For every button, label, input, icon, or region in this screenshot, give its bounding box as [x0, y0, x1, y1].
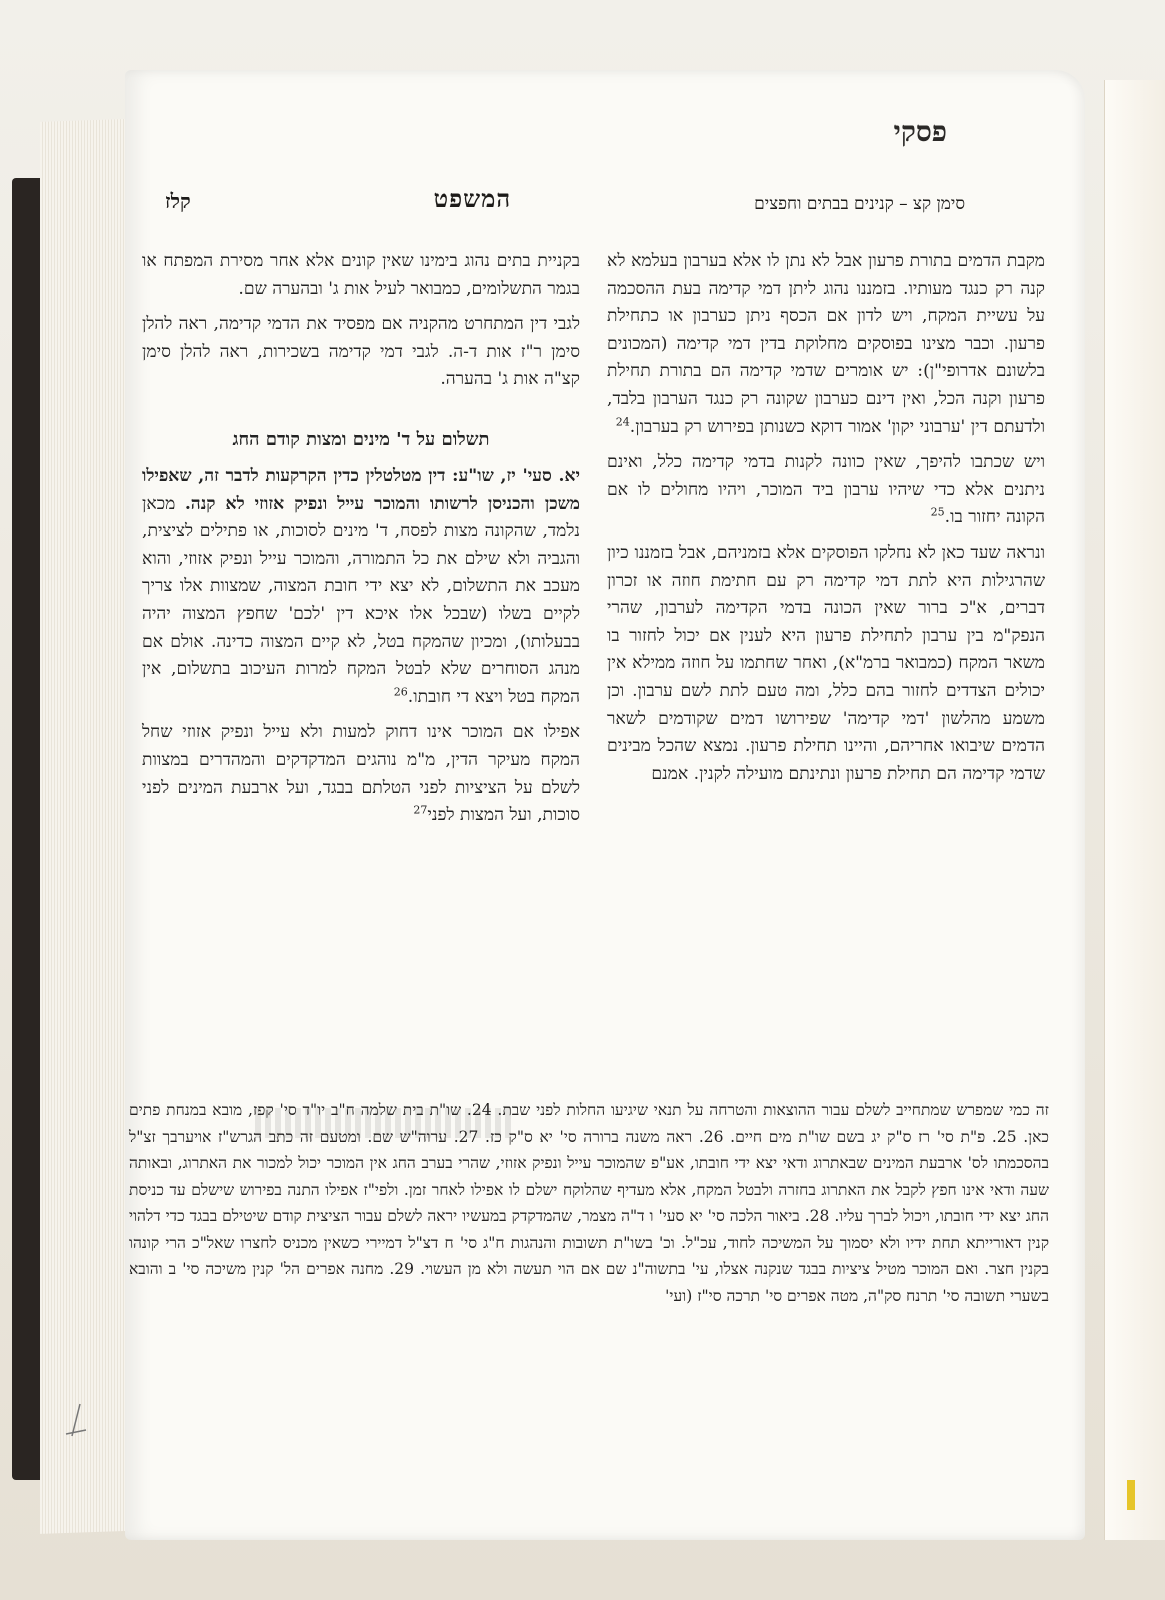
- ruling-quote: יא. סעי' יז, שו"ע: דין מטלטלין כדין הקרקעות לדבר זה, שאפילו משכן והכניסן לרשותו והמוכר עייל ונפיק אזוזי לא קנה.: [142, 465, 580, 514]
- left-paragraph-4: [142, 719, 580, 829]
- right-paragraph-2-text: ויש שכתבו להיפך, שאין כוונה לקנות בדמי קדימה כלל, ואינם ניתנים אלא כדי שיהיו ערבון ביד המוכר, ויהיו מחולים לו אם הקונה יחזור בו.: [607, 452, 1045, 528]
- left-paragraph-4-text: אפילו אם המוכר אינו דחוק למעות ולא עייל ונפיק אזוזי שחל המקח מעיקר הדין, מ"מ נוהגים המדקדקים והמהדרים במצוות לשלם על הציציות לפני הטלתם בבגד, ועל ארבעת המינים לפני סוכות, ועל המצות לפני: [142, 722, 580, 826]
- section-heading: תשלום על ד' מינים ומצות קודם החג: [232, 428, 490, 450]
- bookmark-ribbon-bottom: [1127, 1480, 1135, 1510]
- left-paragraph-1: בקניית בתים נהוג בימינו שאין קונים אלא אחר מסירת המפתח או בגמר התשלומים, כמבואר לעיל אות ג' ובהערה שם.: [142, 251, 580, 299]
- left-paragraph-3-text: מכאן נלמד, שהקונה מצות לפסח, ד' מינים לסוכות, או פתילים לציצית, והגביה ולא שילם את כל התמורה, והמוכר עייל ונפיק אזוזי, והוא מעכב את התשלום, לא יצא ידי חובת המצוה, שמצוות אלו צריך לקיים בשלו (שבכל אלו איכא דין 'לכם' שחפץ המצוה יהיה בבעלותו), ומכיון שהמקח בטל, לא קיים המצוה כדינה. אולם אם מנהג הסוחרים שלא לבטל המקח למרות העיכוב בתשלום, אין המקח בטל ויצא די חובתו.: [142, 493, 580, 707]
- running-head-title: המשפט: [433, 184, 512, 213]
- running-head: [165, 174, 965, 214]
- facing-page-edge: [1104, 80, 1165, 1540]
- note-ref-25: 25: [930, 505, 945, 519]
- footnotes-block: זה כמי שמפרש שמתחייב לשלם עבור ההוצאות והטרחה על תנאי שיגיעו החלות לפני שבת. 24. שו"ת בית שלמה ח"ב יו"ד סי' קפז, מובא במנחת פתים כאן. 25. פ"ת סי' רז ס"ק יג בשם שו"ת מים חיים. 26. ראה משנה ברורה סי' יא ס"ק כז. 27. ערוה"ש שם. ומטעם זה כתב הגרש"ז אויערבך זצ"ל בהסכמתו לס' ארבעת המינים שבאתרוג ודאי יצא ידי חובתו, אע"פ שהמוכר עייל ונפיק אזוזי, שהרי בערב החג אין המוכר יכול למכור את האתרוג, ובאותה שעה ודאי אינו חפץ לקבל את האתרוג בחזרה ולבטל המקח, אלא מעדיף שהלוקח ישלם לו אפילו לאחר זמן. ולפי"ז אפילו התנה בפירוש שישלם עד כניסת החג יצא ידי חובתו, ויכול לברך עליו. 28. ביאור הלכה סי' יא סעי' ו ד"ה מצמר, שהמדקדק במעשיו יראה לשלם עבור הציצית קודם שיטילם בבגד כדי דלהוי קנין דאורייתא תחת ידיו ולא יסמוך על המשיכה לחוד, עכ"ל. וכ' בשו"ת תשובות והנהגות ח"ג סי' ח דצ"ל דמיירי כשאין מכניס לחצרו שאל"כ הרי קונהו בקנין חצר. ואם המוכר מטיל ציציות בבגד שנקנה אצלו, עי' בתשוה"נ שם אם הוי תעשה ולא מן העשוי. 29. מחנה אפרים הל' קנין משיכה סי' ב והובא בשערי תשובה סי' תרנח סק"ה, מטה אפרים סי' תרכה סי"ז (ועי': [129, 1101, 1050, 1305]
- left-text-column: [142, 248, 580, 838]
- corner-running-word: פסקי: [893, 115, 947, 148]
- right-paragraph-3: ונראה שעד כאן לא נחלקו הפוסקים אלא בזמניהם, אבל בזמננו כיון שהרגילות היא לתת דמי קדימה רק עם חתימת חוזה או זכרון דברים, א"כ ברור שאין הכונה בדמי הקדימה לערבון, שהרי הנפק"מ בין ערבון לתחילת פרעון היא לענין אם יכול לחזור בו משאר המקח (כמבואר ברמ"א), ואחר שחתמו על חוזה ממילא אין יכולים הצדדים לחזור בהם כלל, ומה טעם לתת לשם ערבון. וכן משמע מהלשון 'דמי קדימה' שפירושו דמים שקודמים לשאר הדמים שיבואו אחריהם, והיינו תחילת פרעון. נמצא שהכל מבינים שדמי קדימה הם תחילת פרעון ונתינתם מועילה לקנין. אמנם: [607, 542, 1045, 784]
- page-number: קלז: [165, 189, 191, 213]
- book-page: [125, 70, 1085, 1540]
- note-ref-24: 24: [615, 414, 630, 428]
- left-paragraph-3: [142, 463, 580, 711]
- right-text-column: [607, 248, 1045, 796]
- pencil-mark-icon: [60, 1400, 90, 1440]
- note-ref-27: 27: [413, 803, 428, 817]
- note-ref-26: 26: [393, 684, 408, 698]
- running-head-chapter: סימן קצ – קנינים בבתים וחפצים: [754, 194, 965, 214]
- right-paragraph-2: [607, 449, 1045, 532]
- left-paragraph-2: לגבי דין המתחרט מהקניה אם מפסיד את הדמי קדימה, ראה להלן סימן ר"ז אות ד-ה. לגבי דמי קדימה בשכירות, ראה להלן סימן קצ"ה אות ג' בהערה.: [142, 314, 580, 390]
- right-paragraph-1: [607, 248, 1045, 441]
- right-paragraph-1-text: מקבת הדמים בתורת פרעון אבל לא נתן לו אלא בערבון בעלמא לא קנה רק כנגד מעותיו. בזמננו נהוג ליתן דמי קדימה בעת ההסכמה על עשיית המקח, ויש לדון אם הכסף ניתן כערבון או כתחילת פרעון. וכבר מצינו בפוסקים מחלוקת בדין דמי קדימה (המכונים בלשונם אדרופי"ן): יש אומרים שדמי קדימה הם בתורת תחילת פרעון וקנה הכל, ואין דינם כערבון שקונה רק כנגד הערבון בלבד, ולדעתם דין 'ערבוני יקון' אמור דוקא כשנותן בפירוש רק בערבון.: [607, 251, 1045, 437]
